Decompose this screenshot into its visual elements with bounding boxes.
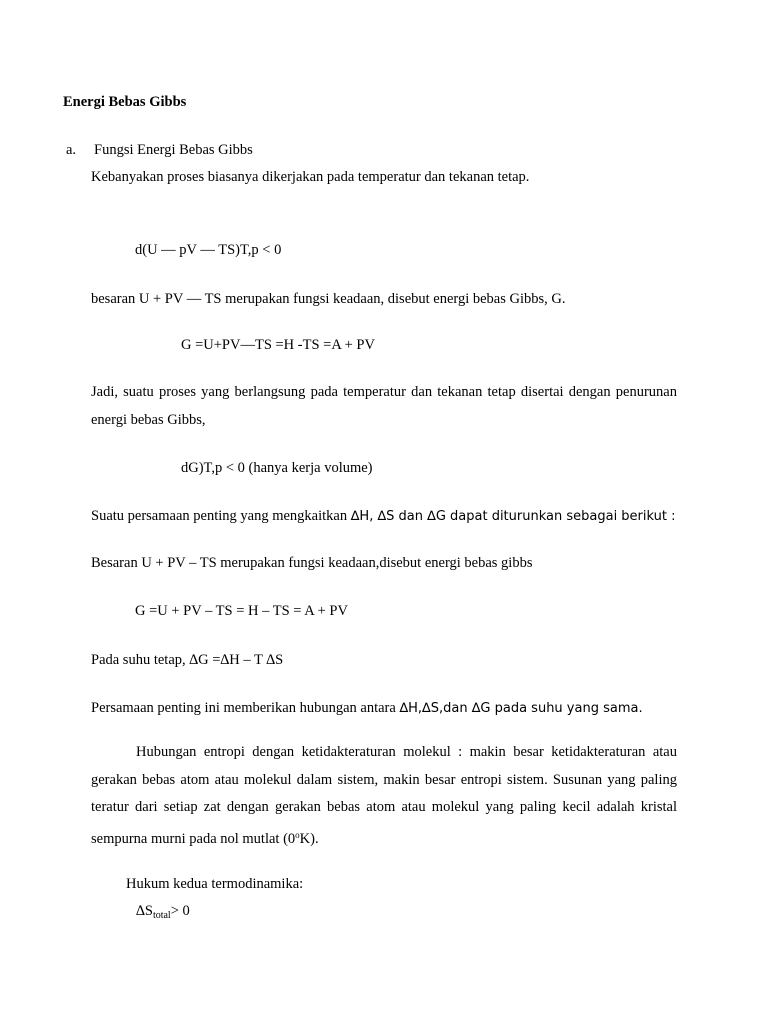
degree-superscript: o (295, 829, 300, 840)
section-a-heading: Fungsi Energi Bebas Gibbs (94, 142, 253, 158)
paragraph-persamaan-part1: Persamaan penting ini memberikan hubungan antara (91, 700, 400, 716)
paragraph-pada-suhu: Pada suhu tetap, ∆G =∆H – T ∆S (91, 652, 284, 668)
inequality-rest: > 0 (170, 903, 190, 919)
paragraph-hubungan-end: K). (299, 830, 319, 847)
paragraph-besaran-2: Besaran U + PV – TS merupakan fungsi keadaan,disebut energi bebas gibbs (91, 555, 533, 571)
paragraph-besaran-1: besaran U + PV — TS merupakan fungsi keadaan, disebut energi bebas Gibbs, G. (91, 291, 566, 307)
equation-3: dG)T,p < 0 (hanya kerja volume) (181, 460, 373, 476)
hukum-label: Hukum kedua termodinamika: (126, 876, 304, 892)
paragraph-persamaan-penting (91, 699, 643, 718)
paragraph-jadi: Jadi, suatu proses yang berlangsung pada temperatur dan tekanan tetap disertai dengan penurunan energi bebas Gibbs, (91, 384, 677, 428)
paragraph-suatu-part2: ∆H, ∆S dan ∆G dapat diturunkan sebagai berikut : (350, 509, 676, 524)
total-subscript: total (152, 910, 171, 921)
paragraph-persamaan-part2: ∆H,∆S,dan ∆G pada suhu yang sama. (399, 701, 643, 716)
section-a-intro: Kebanyakan proses biasanya dikerjakan pada temperatur dan tekanan tetap. (91, 169, 530, 185)
paragraph-hubungan-entropi (91, 739, 677, 853)
page-title: Energi Bebas Gibbs (63, 94, 187, 110)
paragraph-suatu-persamaan (91, 507, 676, 526)
entropy-inequality (136, 902, 190, 925)
equation-2: G =U+PV—TS =H -TS =A + PV (181, 337, 375, 353)
delta-s-symbol: ∆S (136, 903, 153, 919)
equation-1: d(U — pV — TS)T,p < 0 (135, 242, 282, 258)
equation-4: G =U + PV – TS = H – TS = A + PV (135, 603, 348, 619)
paragraph-suatu-part1: Suatu persamaan penting yang mengkaitkan (91, 508, 351, 524)
paragraph-hubungan-text: Hubungan entropi dengan ketidakteraturan molekul : makin besar ketidakteraturan atau gerakan bebas atom atau molekul dalam sistem, makin besar entropi sistem. Susunan yang paling teratur dari setiap zat dengan gerakan bebas atom atau molekul yang paling kecil adalah kristal sempurna murni pada nol mutlat (0 (91, 744, 677, 847)
section-a-marker: a. (66, 142, 77, 158)
